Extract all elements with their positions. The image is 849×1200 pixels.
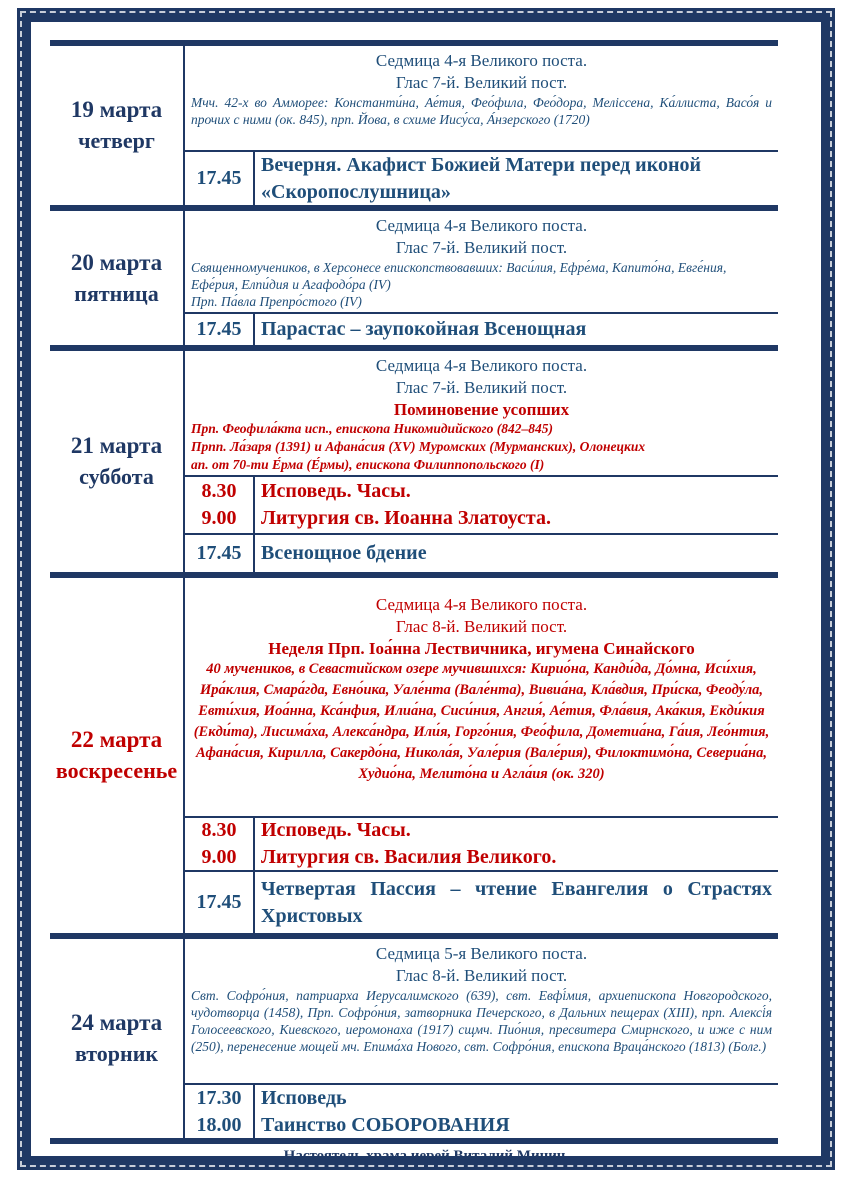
feast-title: Поминовение усопших <box>393 400 570 419</box>
week-title: Седмица 5-я Великого поста. <box>375 944 588 963</box>
service-name: Исповедь. Часы. <box>261 480 411 502</box>
service-time: 17.45 <box>196 542 242 564</box>
date: 19 марта <box>70 97 163 122</box>
service-name: Исповедь. Часы. <box>261 819 411 841</box>
service-time: 8.30 <box>201 480 237 502</box>
weekday: суббота <box>79 464 154 490</box>
service-name: Четвертая Пассия – чтение Евангелия о Страстях Христовых <box>261 877 772 927</box>
tone: Глас 7-й. Великий пост. <box>395 378 568 397</box>
saints-text: Прп. Феофила́кта исп., епископа Никомидийского (842–845) <box>191 421 553 436</box>
tone: Глас 8-й. Великий пост. <box>395 966 568 985</box>
footer-signature: Настоятель храма иерей Виталий Минич <box>283 1148 566 1164</box>
service-name: Литургия св. Иоанна Златоуста. <box>261 507 551 529</box>
service-name: Всенощное бдение <box>261 542 427 564</box>
weekday: пятница <box>74 280 159 306</box>
service-time: 8.30 <box>201 819 237 841</box>
day-section <box>50 939 778 1138</box>
service-time: 18.00 <box>196 1113 242 1136</box>
service-name: Исповедь <box>261 1086 347 1109</box>
date: 22 марта <box>70 727 163 752</box>
divider <box>50 1138 778 1144</box>
service-time: 9.00 <box>201 846 237 868</box>
saints-text: Прп. Па́вла Препро́стого (IV) <box>191 294 362 309</box>
saints-text: Мчч. 42-х во Амморее: Константи́на, Ае́тия, Фео́фила, Фео́дора, Меліссена, Ка́ллиста, Васо́я и прочих с ними (ок. 845), прп. Йова, в схиме Иису́са, А́нзерского (1720) <box>191 95 772 127</box>
date: 21 марта <box>70 433 163 458</box>
service-time: 17.45 <box>196 167 242 189</box>
saints-text: Священномучеников, в Херсонесе епископствовавших: Васи́лия, Ефре́ма, Капито́на, Евге́ния, Ефе́рия, Елпи́дия и Агафодо́ра (IV) <box>191 260 727 292</box>
saints-text: ап. от 70-ти Е́рма (Е́рмы), епископа Филиппопольского (I) <box>191 457 545 472</box>
weekday: воскресенье <box>55 758 178 784</box>
week-title: Седмица 4-я Великого поста. <box>375 51 588 70</box>
week-title: Седмица 4-я Великого поста. <box>375 216 588 235</box>
date-cell <box>50 578 185 933</box>
saints-text: Свт. Софро́ния, патриарха Иерусалимского (639), свт. Евфі́мия, архиепископа Новгородского, чудотворца (1458), Прп. Софро́ния, затворника Печерского, в Дальних пещерах (XIII), прп. Алексі́я Голосеевского, Киевского, иеромонаха (1917) сщмч. Пио́ния, пресвитера Смирнского, и иже с ним (250), перенесение мощей мч. Епима́ха Нового, свт. Софро́ния, епископа Враца́нского (1813) (Болг.) <box>191 988 772 1054</box>
date-cell <box>50 211 185 345</box>
saints-text: 40 мучеников, в Севастийском озере мучившихся: Кирио́на, Канди́да, До́мна, Иси́хия, Ира́клия, Смара́гда, Евно́ика, Уале́нта (Вале́нта), Вивиа́на, Кла́вдия, При́ска, Феоду́ла, Евти́хия, Иоа́нна, Кса́нфия, Илиа́на, Сиси́ния, Ангия́, Ае́тия, Фла́вия, Ака́кия, Екди́кия (Екди́та), Лисима́ха, Алекса́ндра, Или́я, Горго́ния, Фео́фила, Дометиа́на, Га́ия, Лео́нтия, Афана́сия, Кирилла, Сакердо́на, Никола́я, Уале́рия (Вале́рия), Филоктимо́на, Севериа́на, Худио́на, Мелито́на и Агла́ия (ок. 320) <box>193 661 770 782</box>
saints-text: Прпп. Ла́заря (1391) и Афана́сия (XV) Муромских (Мурманских), Олонецких <box>191 439 646 454</box>
week-title: Седмица 4-я Великого поста. <box>375 356 588 375</box>
day-section <box>50 211 778 345</box>
date-cell <box>50 351 185 572</box>
service-name: Парастас – заупокойная Всенощная <box>261 318 587 340</box>
date: 24 марта <box>70 1010 163 1035</box>
date-cell <box>50 939 185 1138</box>
tone: Глас 8-й. Великий пост. <box>395 617 568 636</box>
service-time: 17.45 <box>196 318 242 340</box>
day-section <box>50 46 778 205</box>
day-section <box>50 578 778 933</box>
weekday: четверг <box>78 128 155 154</box>
service-name: Литургия св. Василия Великого. <box>261 846 557 868</box>
service-time: 17.30 <box>196 1086 242 1109</box>
service-time: 9.00 <box>201 507 237 529</box>
tone: Глас 7-й. Великий пост. <box>395 73 568 92</box>
service-name: Таинство СОБОРОВАНИЯ <box>261 1113 510 1136</box>
week-title: Седмица 4-я Великого поста. <box>375 595 588 614</box>
tone: Глас 7-й. Великий пост. <box>395 238 568 257</box>
weekday: вторник <box>74 1041 159 1067</box>
feast-title: Неделя Прп. Ioа́нна Лествичника, игумена Синайского <box>268 639 695 658</box>
service-name: Вечерня. Акафист Божией Матери перед иконой «Скоропослушница» <box>261 153 702 203</box>
day-section <box>50 351 778 572</box>
service-time: 17.45 <box>196 891 242 913</box>
date-cell <box>50 46 185 205</box>
date: 20 марта <box>70 249 163 275</box>
